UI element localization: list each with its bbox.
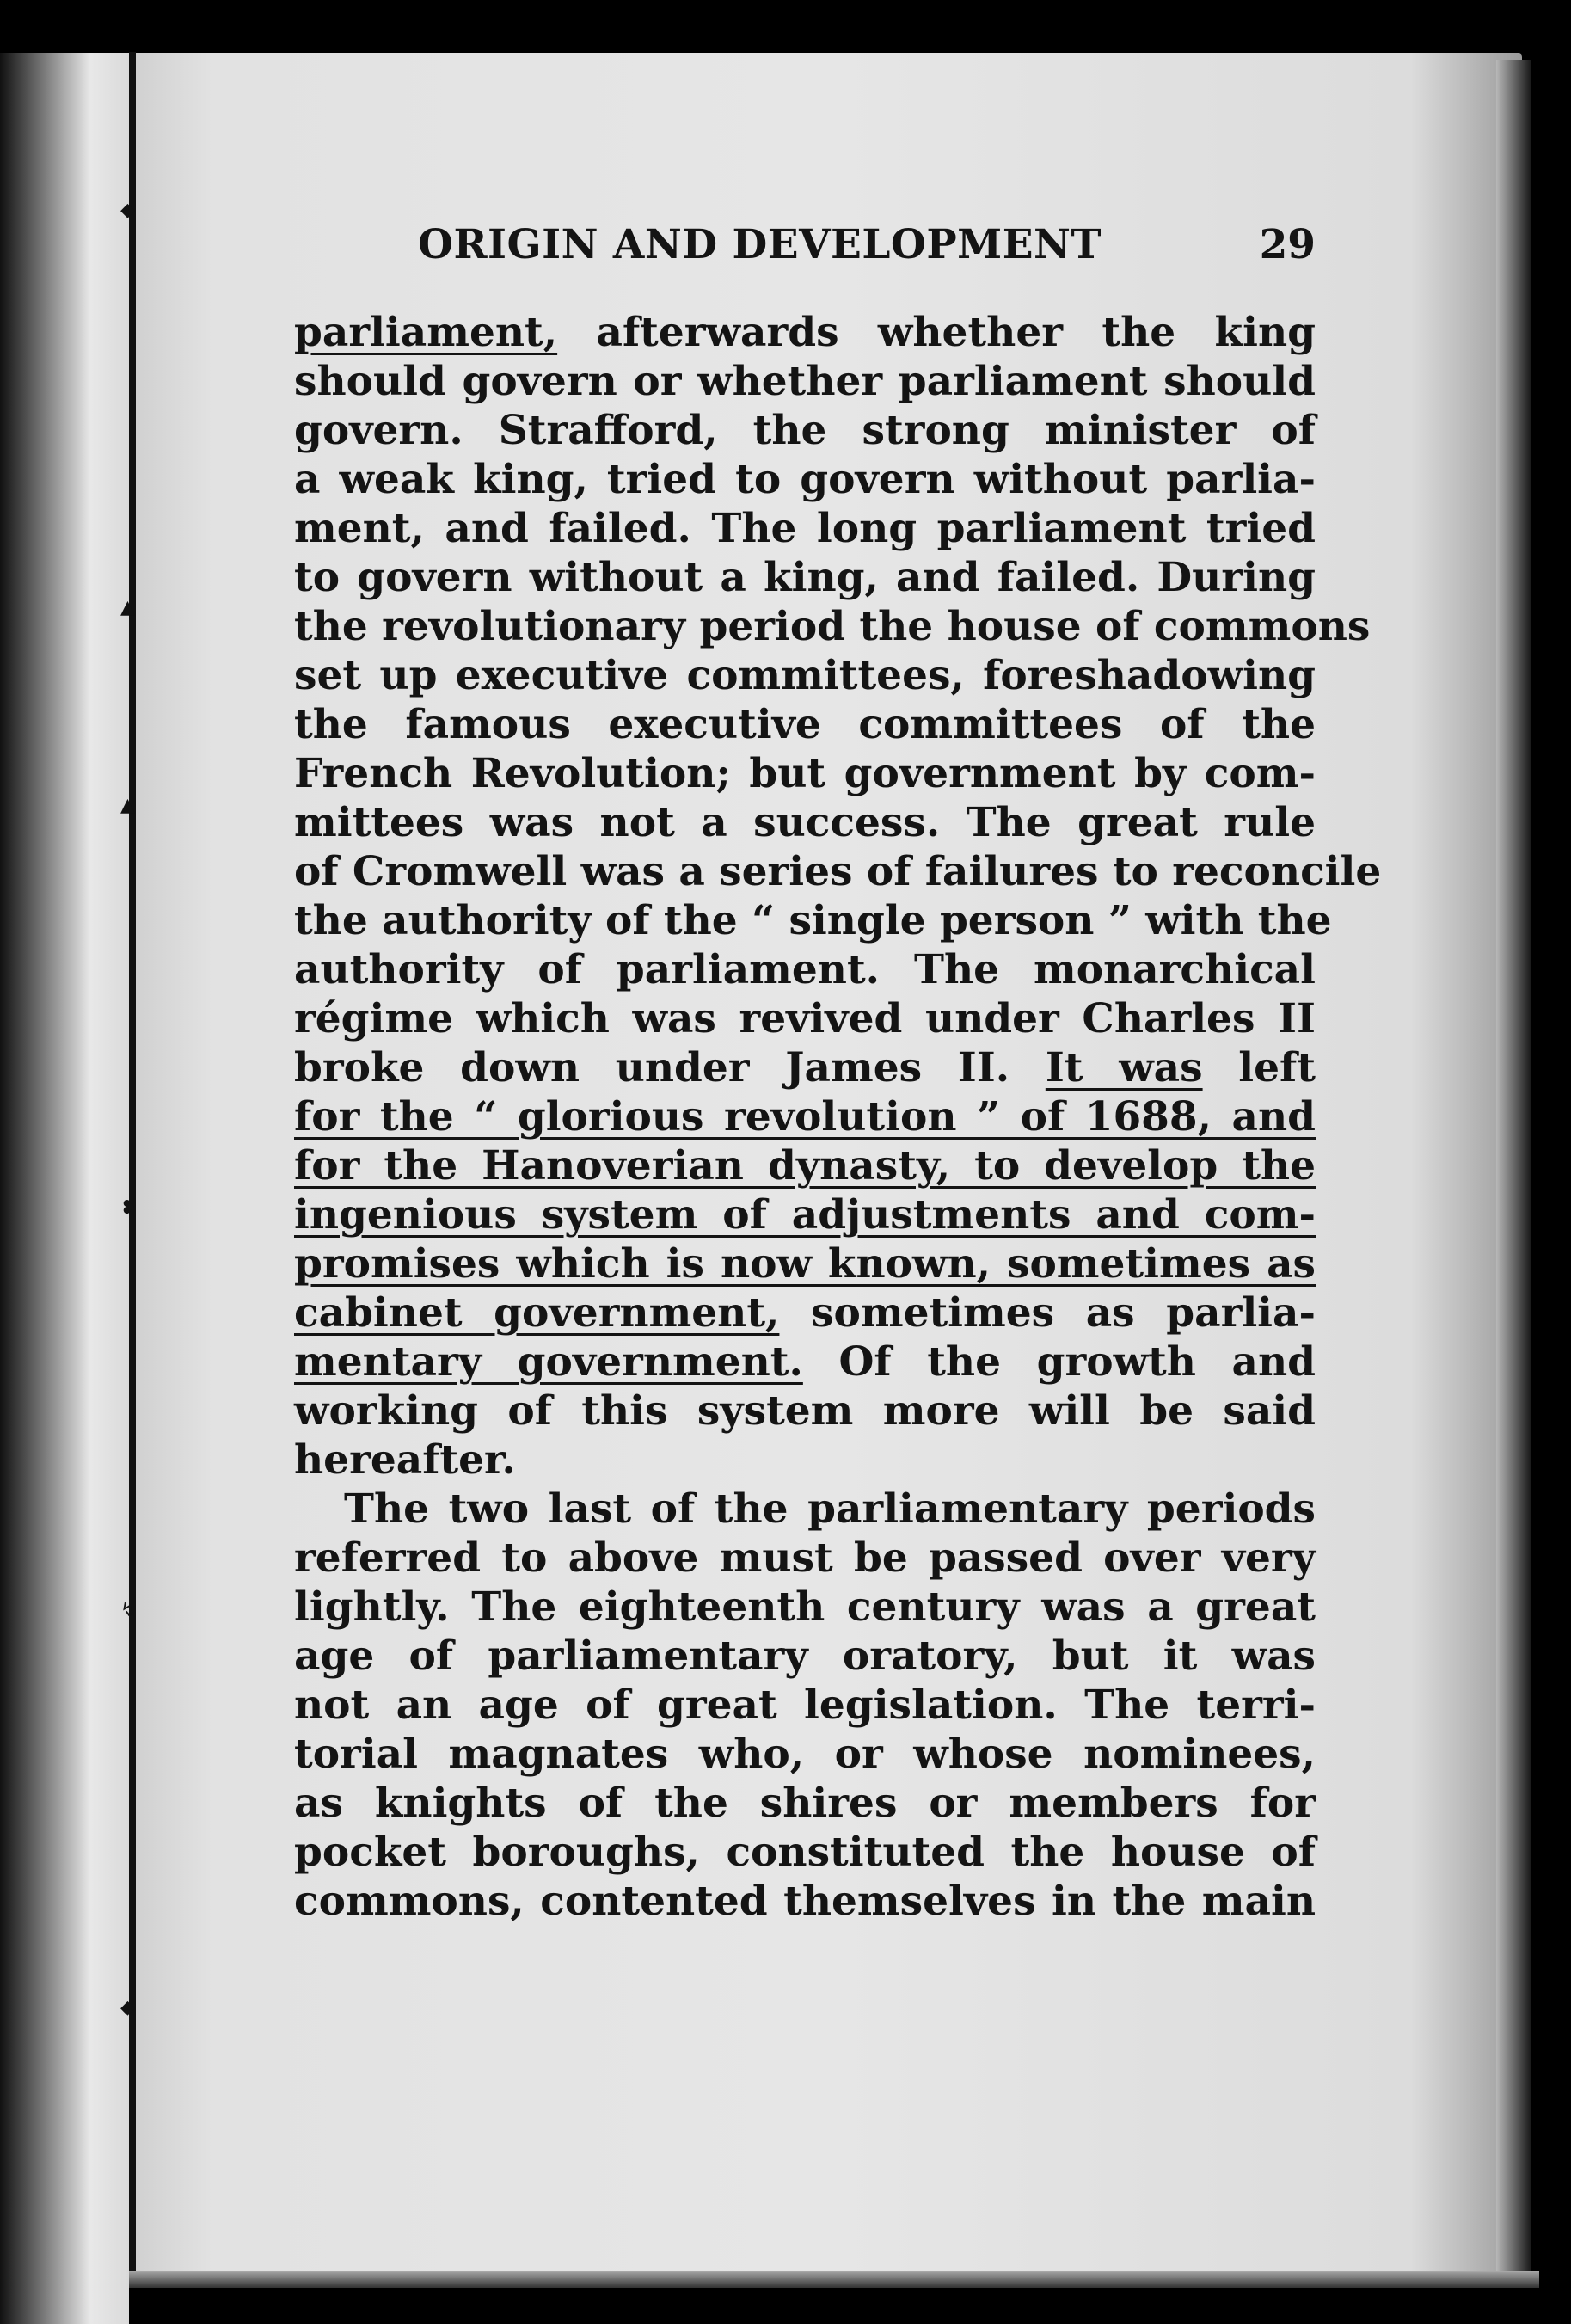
text-line: should govern or whether parliament should [294, 358, 1316, 405]
text-line: ment, and failed. The long parliament tried [294, 505, 1316, 552]
pencil-underline: It was [1045, 1044, 1203, 1091]
binding-mark: ↯ [120, 1600, 137, 1621]
body-text [294, 308, 1382, 1926]
text-line: pocket boroughs, constituted the house of [294, 1829, 1316, 1876]
binding-mark: ◆ [120, 1997, 135, 2019]
text-line: The two last of the parliamentary periods [344, 1485, 1316, 1533]
page-edge-shadow [1496, 60, 1531, 2271]
text-line: mentary government. Of the growth and [294, 1338, 1316, 1386]
text-line: a weak king, tried to govern without parlia- [294, 456, 1316, 503]
text-line: French Revolution; but government by com- [294, 750, 1316, 797]
text-line [294, 1239, 1316, 1288]
pencil-underline: mentary government. [294, 1338, 803, 1386]
binding-mark: ▲ [120, 795, 135, 816]
text-line: authority of parliament. The monarchical [294, 946, 1316, 993]
text-line: working of this system more will be said [294, 1387, 1316, 1435]
text-line: set up executive committees, foreshadowing [294, 652, 1316, 699]
pencil-underline: cabinet government, [294, 1289, 780, 1337]
text-line: torial magnates who, or whose nominees, [294, 1731, 1316, 1778]
text-line: referred to above must be passed over very [294, 1534, 1316, 1582]
paragraph [294, 308, 1382, 1485]
text-line: cabinet government, sometimes as parlia- [294, 1289, 1316, 1337]
text-line: hereafter. [294, 1436, 516, 1484]
paragraph [294, 1485, 1316, 1926]
text-line: to govern without a king, and failed. During [294, 554, 1316, 601]
text-line [294, 1092, 1316, 1141]
text-line: the revolutionary period the house of commons [294, 603, 1371, 650]
page-bottom-edge [129, 2271, 1539, 2288]
text-line: mittees was not a success. The great rule [294, 799, 1316, 846]
binding-edge [129, 52, 136, 2288]
text-line: broke down under James II. It was left [294, 1044, 1316, 1091]
binding-mark: ◆ [120, 200, 135, 221]
text-line: the authority of the “ single person ” with the [294, 897, 1332, 944]
page-number: 29 [1259, 221, 1316, 268]
pencil-underline: for the “ glorious revolution ” of 1688, and [294, 1093, 1316, 1140]
pencil-underline: promises which is now known, sometimes as [294, 1240, 1316, 1288]
pencil-underline: for the Hanoverian dynasty, to develop the [294, 1142, 1316, 1190]
text-line: as knights of the shires or members for [294, 1780, 1316, 1827]
binding-mark: ❥ [120, 1197, 137, 1219]
binding-mark: ▲ [120, 597, 135, 618]
text-line [294, 1141, 1316, 1190]
text-line: not an age of great legislation. The terri- [294, 1682, 1316, 1729]
text-line: parliament, afterwards whether the king [294, 309, 1316, 356]
text-line: régime which was revived under Charles II [294, 995, 1316, 1042]
page-gutter [0, 53, 129, 2324]
text-line: of Cromwell was a series of failures to reconcile [294, 848, 1382, 895]
text-line: age of parliamentary oratory, but it was [294, 1632, 1316, 1680]
text-line: commons, contented themselves in the main [294, 1878, 1316, 1925]
pencil-underline: ingenious system of adjustments and com- [294, 1191, 1316, 1239]
text-line: lightly. The eighteenth century was a great [294, 1583, 1316, 1631]
text-line: govern. Strafford, the strong minister of [294, 407, 1316, 454]
page-content [294, 215, 1382, 1926]
text-line [294, 1190, 1316, 1239]
running-head [294, 215, 1316, 275]
running-title: ORIGIN AND DEVELOPMENT [418, 221, 1102, 268]
text-line: the famous executive committees of the [294, 701, 1316, 748]
pencil-underline: parliament, [294, 309, 558, 356]
